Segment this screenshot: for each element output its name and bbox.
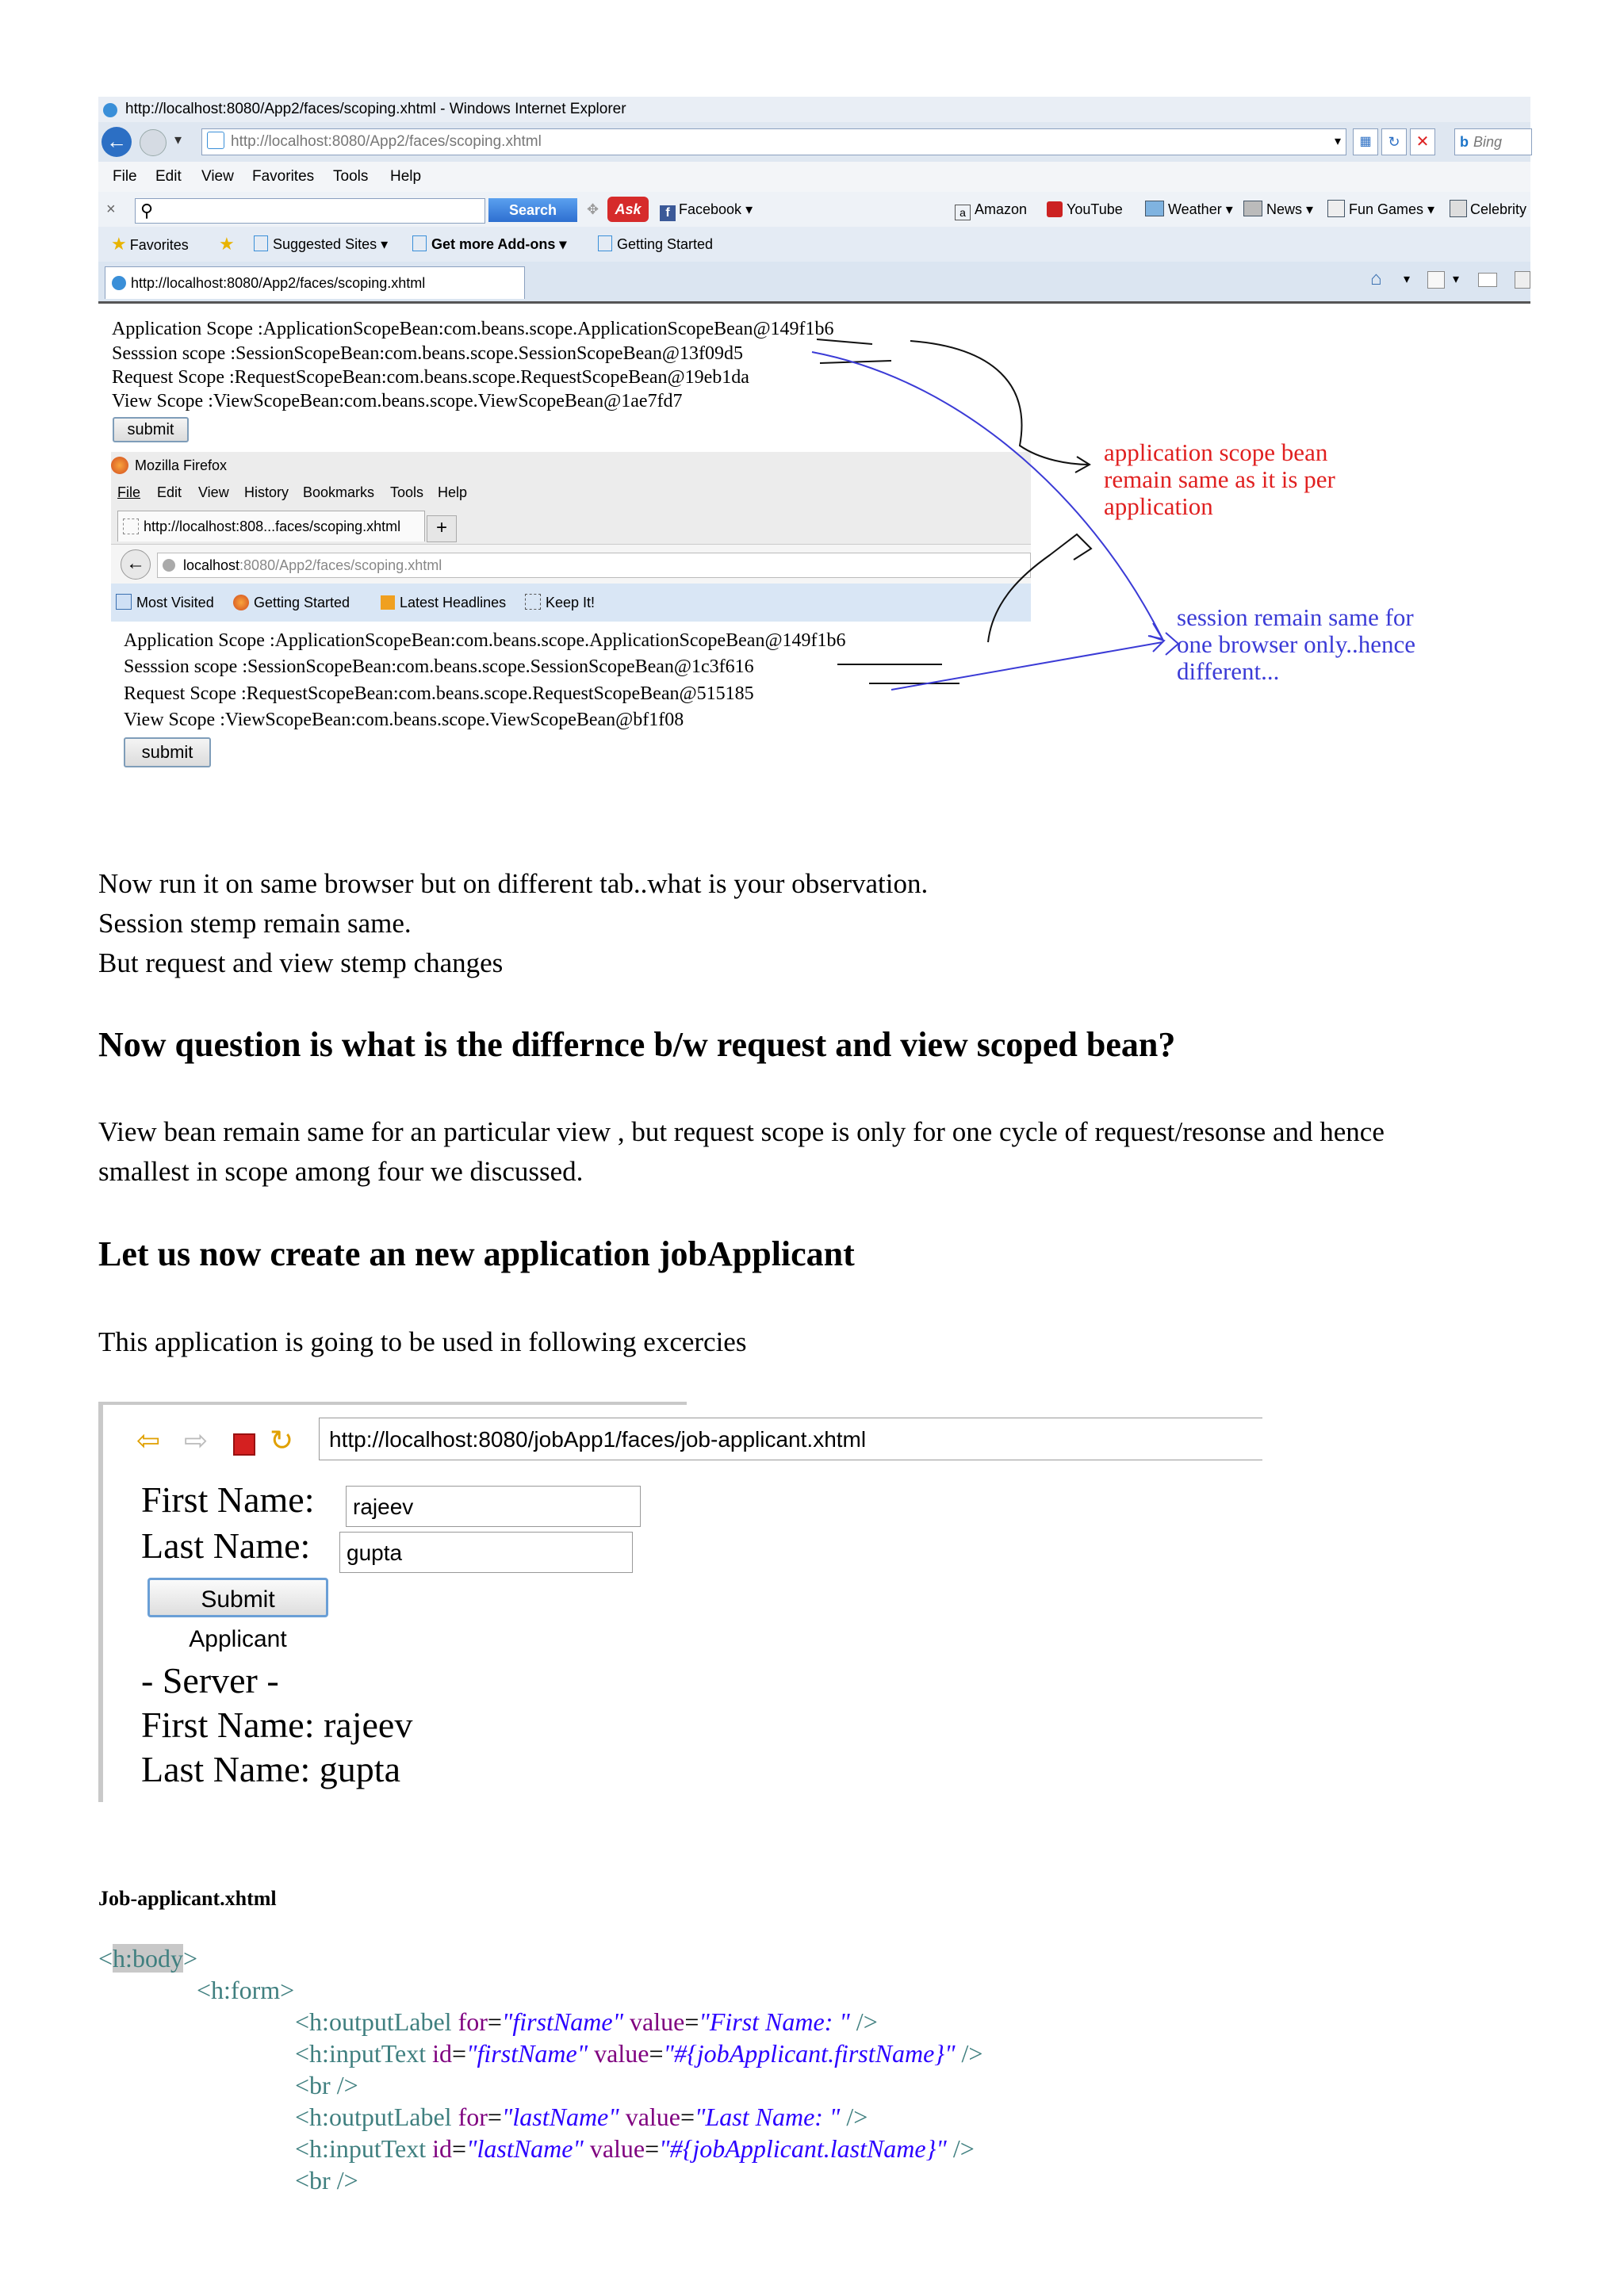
code-attr: value (630, 2007, 685, 2036)
ff-address-host: localhost (183, 557, 240, 573)
last-name-input[interactable]: gupta (339, 1532, 633, 1573)
ff-title: Mozilla Firefox (135, 457, 228, 473)
search-engine-label: Bing (1473, 134, 1503, 150)
most-visited-label: Most Visited (136, 595, 214, 610)
celebrity-label: Celebrity (1470, 201, 1527, 217)
lt: < (197, 1976, 212, 2004)
getting-started-label: Getting Started (617, 236, 714, 252)
code-tag: h:outputLabel (309, 2007, 452, 2036)
suggested-sites-link[interactable]: Suggested Sites ▾ (254, 227, 388, 262)
code-form-tag (197, 1974, 294, 2006)
address-bar[interactable]: http://localhost:8080/jobApp1/faces/job-applicant.xhtml (319, 1418, 1262, 1460)
gt: > (280, 1976, 295, 2004)
refresh-icon[interactable]: ↻ (1381, 128, 1407, 155)
job-applicant-screenshot (98, 1402, 1261, 1802)
ask-logo-icon[interactable]: Ask (607, 197, 649, 222)
app-note-line-2: remain same as it is per (1104, 465, 1335, 493)
code-value: "Last Name: " (695, 2103, 841, 2131)
amazon-icon: a (955, 205, 971, 220)
app-arrow-lower (988, 534, 1091, 642)
search-button-label: Search (508, 202, 557, 218)
code-br: <br /> (295, 2071, 358, 2099)
ff-request-scope-line: Request Scope :RequestScopeBean:com.beans.scope.RequestScopeBean@515185 (124, 683, 754, 704)
weather-label: Weather (1168, 201, 1222, 217)
suggested-sites-label: Suggested Sites (273, 236, 377, 252)
ff-menu-history[interactable]: History (244, 484, 289, 500)
add-favorite-icon[interactable]: ★ (219, 234, 235, 254)
submit-applicant-button[interactable]: Submit Applicant (147, 1578, 328, 1617)
get-addons-link[interactable]: Get more Add-ons ▾ (412, 227, 566, 262)
compat-view-icon[interactable]: ▦ (1353, 128, 1378, 155)
session-arrow-ff (891, 642, 1162, 690)
observation-line-3: But request and view stemp changes (98, 947, 504, 978)
code-tag: h:inputText (309, 2134, 427, 2163)
code-line: <h:inputText id="firstName" value="#{jobApplicant.firstName}" /> (295, 2039, 983, 2068)
first-name-label: First Name: (141, 1479, 315, 1520)
stop-icon[interactable]: ✕ (1410, 128, 1435, 155)
youtube-label: YouTube (1067, 201, 1123, 217)
facebook-label: Facebook (679, 201, 742, 217)
code-value: "firstName" (501, 2007, 624, 2036)
stop-icon[interactable] (233, 1433, 255, 1456)
code-attr: for (458, 2103, 488, 2131)
news-label: News (1266, 201, 1303, 217)
refresh-icon[interactable]: ↻ (270, 1425, 294, 1456)
form-tag-name: h:form (211, 1976, 281, 2004)
ie-address-text: http://localhost:8080/App2/faces/scoping.xhtml (231, 133, 542, 150)
server-last-name: Last Name: gupta (141, 1749, 401, 1789)
ff-address-path: :8080/App2/faces/scoping.xhtml (239, 557, 442, 573)
ff-menu-tools[interactable]: Tools (390, 484, 424, 500)
lt: < (98, 1944, 113, 1973)
ie-application-scope-line: Application Scope :ApplicationScopeBean:com.beans.scope.ApplicationScopeBean@149f1b6 (112, 319, 834, 339)
ff-menu-help[interactable]: Help (438, 484, 468, 500)
top-border (103, 1402, 687, 1405)
code-attr: value (594, 2039, 649, 2068)
ff-menu-edit[interactable]: Edit (157, 484, 182, 500)
code-tag: h:outputLabel (309, 2103, 452, 2131)
session-note-line-2: one browser only..hence (1177, 630, 1415, 658)
menu-tools[interactable]: Tools (333, 168, 369, 185)
code-line: <h:outputLabel for="lastName" value="Last Name: " /> (295, 2103, 868, 2131)
feeds-dropdown-icon[interactable]: ▾ (1453, 273, 1460, 286)
app-bracket-arrow (910, 341, 1090, 465)
question-heading: Now question is what is the differnce b/w request and view scoped bean? (98, 1025, 1176, 1064)
answer-paragraph (98, 1112, 1385, 1192)
code-br: <br /> (295, 2166, 358, 2195)
server-first-name: First Name: rajeev (141, 1705, 413, 1745)
code-value: "lastName" (466, 2134, 584, 2163)
code-line: <h:outputLabel for="firstName" value="First Name: " /> (295, 2007, 878, 2036)
session-note-line-1: session remain same for (1177, 603, 1414, 631)
facebook-icon: f (660, 205, 676, 221)
home-dropdown-icon[interactable]: ▾ (1404, 273, 1411, 286)
star-icon: ★ (111, 234, 127, 254)
ie-session-scope-line: Sesssion scope :SessionScopeBean:com.beans.scope.SessionScopeBean@13f09d5 (112, 343, 743, 364)
gt: > (182, 1944, 197, 1973)
code-filename: Job-applicant.xhtml (98, 1887, 277, 1910)
answer-line-2: smallest in scope among four we discussed. (98, 1156, 584, 1187)
menu-favorites[interactable]: Favorites (252, 168, 315, 185)
session-note-line-3: different... (1177, 657, 1280, 685)
menu-edit[interactable]: Edit (155, 168, 182, 185)
code-value: "First Name: " (699, 2007, 850, 2036)
menu-file[interactable]: File (113, 168, 137, 185)
code-attr: value (625, 2103, 680, 2131)
last-name-label: Last Name: (141, 1525, 311, 1566)
server-heading: - Server - (141, 1660, 279, 1701)
ie-view-scope-line: View Scope :ViewScopeBean:com.beans.scope.ViewScopeBean@1ae7fd7 (112, 391, 683, 411)
ff-menu-view[interactable]: View (198, 484, 229, 500)
get-addons-label: Get more Add-ons (431, 236, 556, 252)
code-body-tag (98, 1942, 197, 1974)
code-attr: for (458, 2007, 488, 2036)
address-dropdown-icon[interactable]: ▾ (1334, 135, 1341, 148)
puzzle-icon: ✥ (587, 201, 599, 217)
bing-icon: b (1460, 134, 1469, 150)
ff-new-tab-button[interactable]: + (427, 515, 457, 542)
search-icon: ⚲ (140, 201, 154, 220)
code-tag: h:inputText (309, 2039, 427, 2068)
code-value: "firstName" (466, 2039, 588, 2068)
keep-it-label: Keep It! (546, 595, 596, 610)
observation-line-1: Now run it on same browser but on different tab..what is your observation. (98, 868, 929, 899)
fun-games-label: Fun Games (1349, 201, 1424, 217)
underline-app-ie (817, 339, 872, 344)
amazon-label: Amazon (975, 201, 1028, 217)
ff-back-icon[interactable]: ← (121, 549, 151, 580)
code-line: <h:inputText id="lastName" value="#{jobApplicant.lastName}" /> (295, 2134, 975, 2163)
first-name-input[interactable]: rajeev (346, 1486, 641, 1527)
menu-help[interactable]: Help (390, 168, 422, 185)
code-attr: value (589, 2134, 645, 2163)
ff-application-scope-line: Application Scope :ApplicationScopeBean:com.beans.scope.ApplicationScopeBean@149f1b6 (124, 630, 846, 651)
home-icon[interactable]: ⌂ (1370, 268, 1382, 289)
code-value: "#{jobApplicant.firstName}" (663, 2039, 956, 2068)
app-note-line-1: application scope bean (1104, 438, 1328, 466)
facebook-link[interactable]: f Facebook ▾ (660, 192, 753, 227)
app-note-line-3: application (1104, 492, 1213, 520)
new-app-heading: Let us now create an new application jobApplicant (98, 1234, 855, 1273)
code-attr: id (432, 2039, 453, 2068)
code-value: "lastName" (501, 2103, 619, 2131)
ie-window-title: http://localhost:8080/App2/faces/scoping.xhtml - Windows Internet Explorer (125, 101, 626, 117)
latest-headlines-label: Latest Headlines (400, 595, 507, 610)
ie-tab-title: http://localhost:8080/App2/faces/scoping.xhtml (131, 275, 426, 291)
history-dropdown-icon[interactable]: ▾ (174, 132, 182, 147)
back-icon[interactable]: ← (102, 127, 132, 157)
code-attr: id (432, 2134, 453, 2163)
scoping-screenshot (98, 97, 1530, 786)
intro-paragraph: This application is going to be used in following excercies (98, 1326, 747, 1357)
ff-tab-title: http://localhost:808...faces/scoping.xhtml (144, 519, 401, 534)
ff-session-scope-line: Sesssion scope :SessionScopeBean:com.beans.scope.SessionScopeBean@1c3f616 (124, 656, 754, 677)
ff-menu-file[interactable]: File (117, 484, 141, 500)
ff-menu-bookmarks[interactable]: Bookmarks (303, 484, 375, 500)
body-tag-name: h:body (113, 1944, 183, 1973)
observation-line-2: Session stemp remain same. (98, 908, 412, 939)
ff-view-scope-line: View Scope :ViewScopeBean:com.beans.scope.ViewScopeBean@bf1f08 (124, 710, 684, 730)
weather-link[interactable]: Weather ▾ (1145, 192, 1233, 227)
answer-line-1: View bean remain same for an particular view , but request scope is only for one cycle of request/resonse and hence (98, 1116, 1385, 1147)
menu-view[interactable]: View (201, 168, 234, 185)
news-link[interactable]: News ▾ (1243, 192, 1313, 227)
ie-request-scope-line: Request Scope :RequestScopeBean:com.beans.scope.RequestScopeBean@19eb1da (112, 367, 749, 388)
application-scope-note (1104, 439, 1335, 520)
forward-arrow-icon[interactable]: ⇨ (184, 1425, 209, 1456)
session-scope-note (1177, 604, 1415, 685)
ff-getting-started-label: Getting Started (254, 595, 350, 610)
favorites-label: Favorites (129, 237, 189, 253)
observation-paragraph (98, 864, 928, 983)
fun-games-link[interactable]: Fun Games ▾ (1327, 192, 1434, 227)
ie-submit-button[interactable]: submit (113, 417, 189, 442)
ff-submit-button[interactable]: submit (124, 737, 211, 767)
code-value: "#{jobApplicant.lastName}" (659, 2134, 947, 2163)
close-toolbar-icon[interactable]: × (106, 201, 116, 218)
back-arrow-icon[interactable]: ⇦ (136, 1425, 161, 1456)
